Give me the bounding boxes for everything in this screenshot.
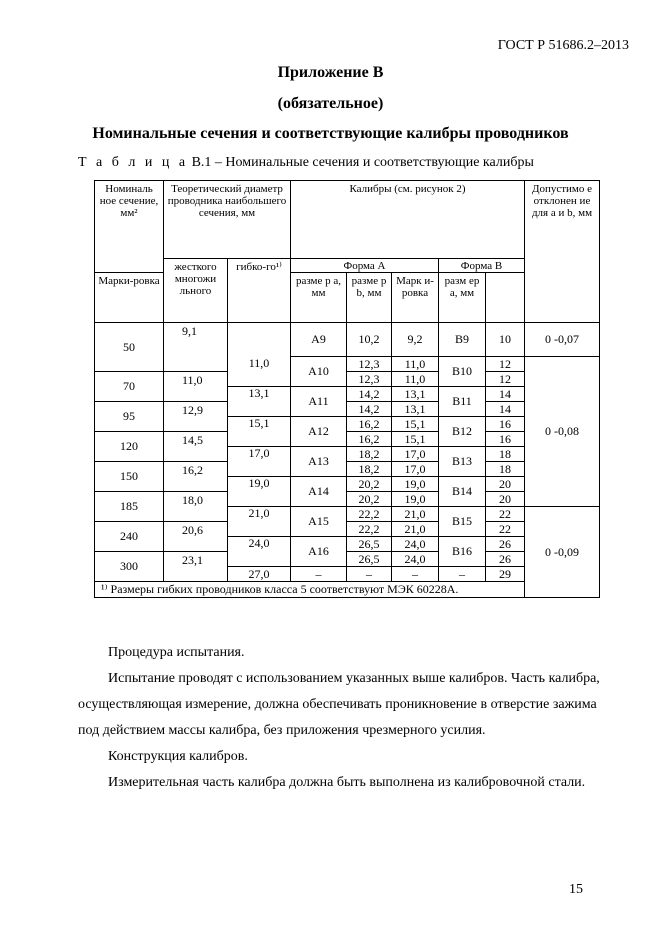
cross-section-cell: 120 bbox=[95, 432, 164, 462]
size-b-cell: – bbox=[392, 567, 439, 582]
size-b-cell: 21,0 bbox=[392, 507, 439, 522]
flex-diameter-cell: 11,0 bbox=[228, 357, 291, 387]
header-gauges: Калибры (см. рисунок 2) bbox=[291, 181, 525, 259]
size-a-cell: 22,2 bbox=[347, 507, 392, 522]
size-b-cell: 24,0 bbox=[392, 552, 439, 567]
appendix-status: (обязательное) bbox=[277, 95, 384, 112]
flex-diameter-cell: 13,1 bbox=[228, 387, 291, 417]
size-a-form-b-cell: 20 bbox=[486, 477, 525, 492]
page-number: 15 bbox=[569, 882, 583, 897]
size-a-cell: 12,3 bbox=[347, 357, 392, 372]
table-caption-prefix: Т а б л и ц а bbox=[78, 155, 189, 170]
size-a-cell: 26,5 bbox=[347, 537, 392, 552]
size-a-form-b-cell: 18 bbox=[486, 447, 525, 462]
size-a-cell: 22,2 bbox=[347, 522, 392, 537]
size-a-form-b-cell: 26 bbox=[486, 552, 525, 567]
form-b-mark-cell: B15 bbox=[439, 507, 486, 537]
size-b-cell: 19,0 bbox=[392, 477, 439, 492]
paragraph: Испытание проводят с использованием указанных выше калибров. Часть калибра, осуществляющая измерение, должна обеспечивать проникновение в отверстие зажима под действием массы калибра, без приложения чрезмерного усилия. bbox=[78, 671, 600, 738]
size-a-form-b-cell: 29 bbox=[486, 567, 525, 582]
size-b-cell: 13,1 bbox=[392, 402, 439, 417]
table-caption bbox=[78, 155, 534, 171]
form-b-mark-cell: B14 bbox=[439, 477, 486, 507]
size-a-form-b-cell: 22 bbox=[486, 507, 525, 522]
size-a-cell: 16,2 bbox=[347, 417, 392, 432]
size-b-cell: 15,1 bbox=[392, 417, 439, 432]
flex-diameter-cell: 21,0 bbox=[228, 507, 291, 537]
size-b-cell: 17,0 bbox=[392, 447, 439, 462]
cross-section-cell: 50 bbox=[95, 323, 164, 372]
header-cross-section: Номиналь ное сечение, мм² bbox=[95, 181, 164, 273]
size-b-cell: 19,0 bbox=[392, 492, 439, 507]
flex-diameter-cell: 19,0 bbox=[228, 477, 291, 507]
rigid-diameter-cell: 14,5 bbox=[164, 432, 228, 462]
flex-diameter-cell: 27,0 bbox=[228, 567, 291, 582]
size-a-form-b-cell: 18 bbox=[486, 462, 525, 477]
appendix-title: Приложение В bbox=[277, 64, 384, 81]
size-b-cell: 11,0 bbox=[392, 357, 439, 372]
header-size-b: разме р b, мм bbox=[347, 273, 392, 323]
size-a-cell: 20,2 bbox=[347, 477, 392, 492]
size-b-cell: 21,0 bbox=[392, 522, 439, 537]
size-b-cell: 15,1 bbox=[392, 432, 439, 447]
paragraph: Процедура испытания. bbox=[108, 645, 245, 660]
rigid-diameter-cell: 16,2 bbox=[164, 462, 228, 492]
size-a-form-b-cell: 14 bbox=[486, 402, 525, 417]
rigid-diameter-cell: 9,1 bbox=[164, 323, 228, 372]
cross-section-cell: 300 bbox=[95, 552, 164, 582]
cross-section-cell: 150 bbox=[95, 462, 164, 492]
size-a-form-b-cell: 12 bbox=[486, 357, 525, 372]
size-b-cell: 11,0 bbox=[392, 372, 439, 387]
paragraph: Конструкция калибров. bbox=[108, 749, 248, 764]
document-code: ГОСТ Р 51686.2–2013 bbox=[497, 38, 629, 53]
rigid-diameter-cell: 18,0 bbox=[164, 492, 228, 522]
header-size-a-form-b: разм ер a, мм bbox=[439, 273, 486, 323]
tolerance-cell: 0 -0,07 bbox=[525, 323, 600, 357]
form-b-mark-cell: B16 bbox=[439, 537, 486, 567]
size-a-cell: 18,2 bbox=[347, 462, 392, 477]
size-b-cell: 9,2 bbox=[392, 323, 439, 357]
size-a-cell: 18,2 bbox=[347, 447, 392, 462]
header-rigid: жесткого многожи льного bbox=[164, 259, 228, 323]
rigid-diameter-cell: 23,1 bbox=[164, 552, 228, 582]
header-size-a: разме р a, мм bbox=[291, 273, 347, 323]
table-footnote: ¹⁾ Размеры гибких проводников класса 5 соответствуют МЭК 60228А. bbox=[95, 582, 600, 598]
size-a-form-b-cell: 14 bbox=[486, 387, 525, 402]
form-a-mark-cell: A12 bbox=[291, 417, 347, 447]
body-text bbox=[78, 640, 616, 796]
form-b-mark-cell: B11 bbox=[439, 387, 486, 417]
size-a-cell: 14,2 bbox=[347, 387, 392, 402]
appendix-heading: Номинальные сечения и соответствующие калибры проводников bbox=[92, 125, 569, 142]
size-b-cell: 13,1 bbox=[392, 387, 439, 402]
size-a-form-b-cell: 22 bbox=[486, 522, 525, 537]
form-a-mark-cell: A10 bbox=[291, 357, 347, 387]
size-a-form-b-cell: 20 bbox=[486, 492, 525, 507]
size-a-form-b-cell: 26 bbox=[486, 537, 525, 552]
header-form-a: Форма А bbox=[291, 259, 439, 273]
form-a-mark-cell: A9 bbox=[291, 323, 347, 357]
size-b-cell: 17,0 bbox=[392, 462, 439, 477]
form-a-mark-cell: A16 bbox=[291, 537, 347, 567]
gauges-table bbox=[94, 180, 600, 598]
form-b-mark-cell: – bbox=[439, 567, 486, 582]
cross-section-cell: 70 bbox=[95, 372, 164, 402]
form-a-mark-cell: – bbox=[291, 567, 347, 582]
flex-diameter-cell: 15,1 bbox=[228, 417, 291, 447]
rigid-diameter-cell: 11,0 bbox=[164, 372, 228, 402]
form-b-mark-cell: B13 bbox=[439, 447, 486, 477]
flex-diameter-cell: 17,0 bbox=[228, 447, 291, 477]
rigid-diameter-cell: 20,6 bbox=[164, 522, 228, 552]
form-b-mark-cell: B9 bbox=[439, 323, 486, 357]
cross-section-cell: 185 bbox=[95, 492, 164, 522]
table-caption-text: В.1 – Номинальные сечения и соответствующие калибры bbox=[188, 155, 534, 170]
size-a-cell: 14,2 bbox=[347, 402, 392, 417]
size-a-form-b-cell: 10 bbox=[486, 323, 525, 357]
cross-section-cell: 95 bbox=[95, 402, 164, 432]
size-a-form-b-cell: 12 bbox=[486, 372, 525, 387]
size-a-cell: 12,3 bbox=[347, 372, 392, 387]
cross-section-cell: 240 bbox=[95, 522, 164, 552]
size-a-cell: 20,2 bbox=[347, 492, 392, 507]
form-b-mark-cell: B10 bbox=[439, 357, 486, 387]
form-a-mark-cell: A11 bbox=[291, 387, 347, 417]
form-a-mark-cell: A15 bbox=[291, 507, 347, 537]
rigid-diameter-cell: 12,9 bbox=[164, 402, 228, 432]
tolerance-cell: 0 -0,09 bbox=[525, 507, 600, 598]
header-flexible: гибко-го¹⁾ bbox=[228, 259, 291, 323]
header-form-b: Форма В bbox=[439, 259, 525, 273]
size-a-cell: 16,2 bbox=[347, 432, 392, 447]
paragraph: Измерительная часть калибра должна быть выполнена из калибровочной стали. bbox=[108, 775, 586, 790]
size-a-cell: 26,5 bbox=[347, 552, 392, 567]
header-marking-b: Марк и-ровка bbox=[392, 273, 439, 323]
tolerance-cell: 0 -0,08 bbox=[525, 357, 600, 507]
header-marking-a: Марки-ровка bbox=[95, 273, 164, 323]
form-b-mark-cell: B12 bbox=[439, 417, 486, 447]
header-tolerance: Допустимо е отклонен ие для a и b, мм bbox=[525, 181, 600, 323]
size-a-form-b-cell: 16 bbox=[486, 432, 525, 447]
form-a-mark-cell: A14 bbox=[291, 477, 347, 507]
size-b-cell: 24,0 bbox=[392, 537, 439, 552]
size-a-form-b-cell: 16 bbox=[486, 417, 525, 432]
flex-diameter-cell: 24,0 bbox=[228, 537, 291, 567]
size-a-cell: 10,2 bbox=[347, 323, 392, 357]
form-a-mark-cell: A13 bbox=[291, 447, 347, 477]
size-a-cell: – bbox=[347, 567, 392, 582]
header-theoretical-diameter: Теоретический диаметр проводника наибольшего сечения, мм bbox=[164, 181, 291, 259]
